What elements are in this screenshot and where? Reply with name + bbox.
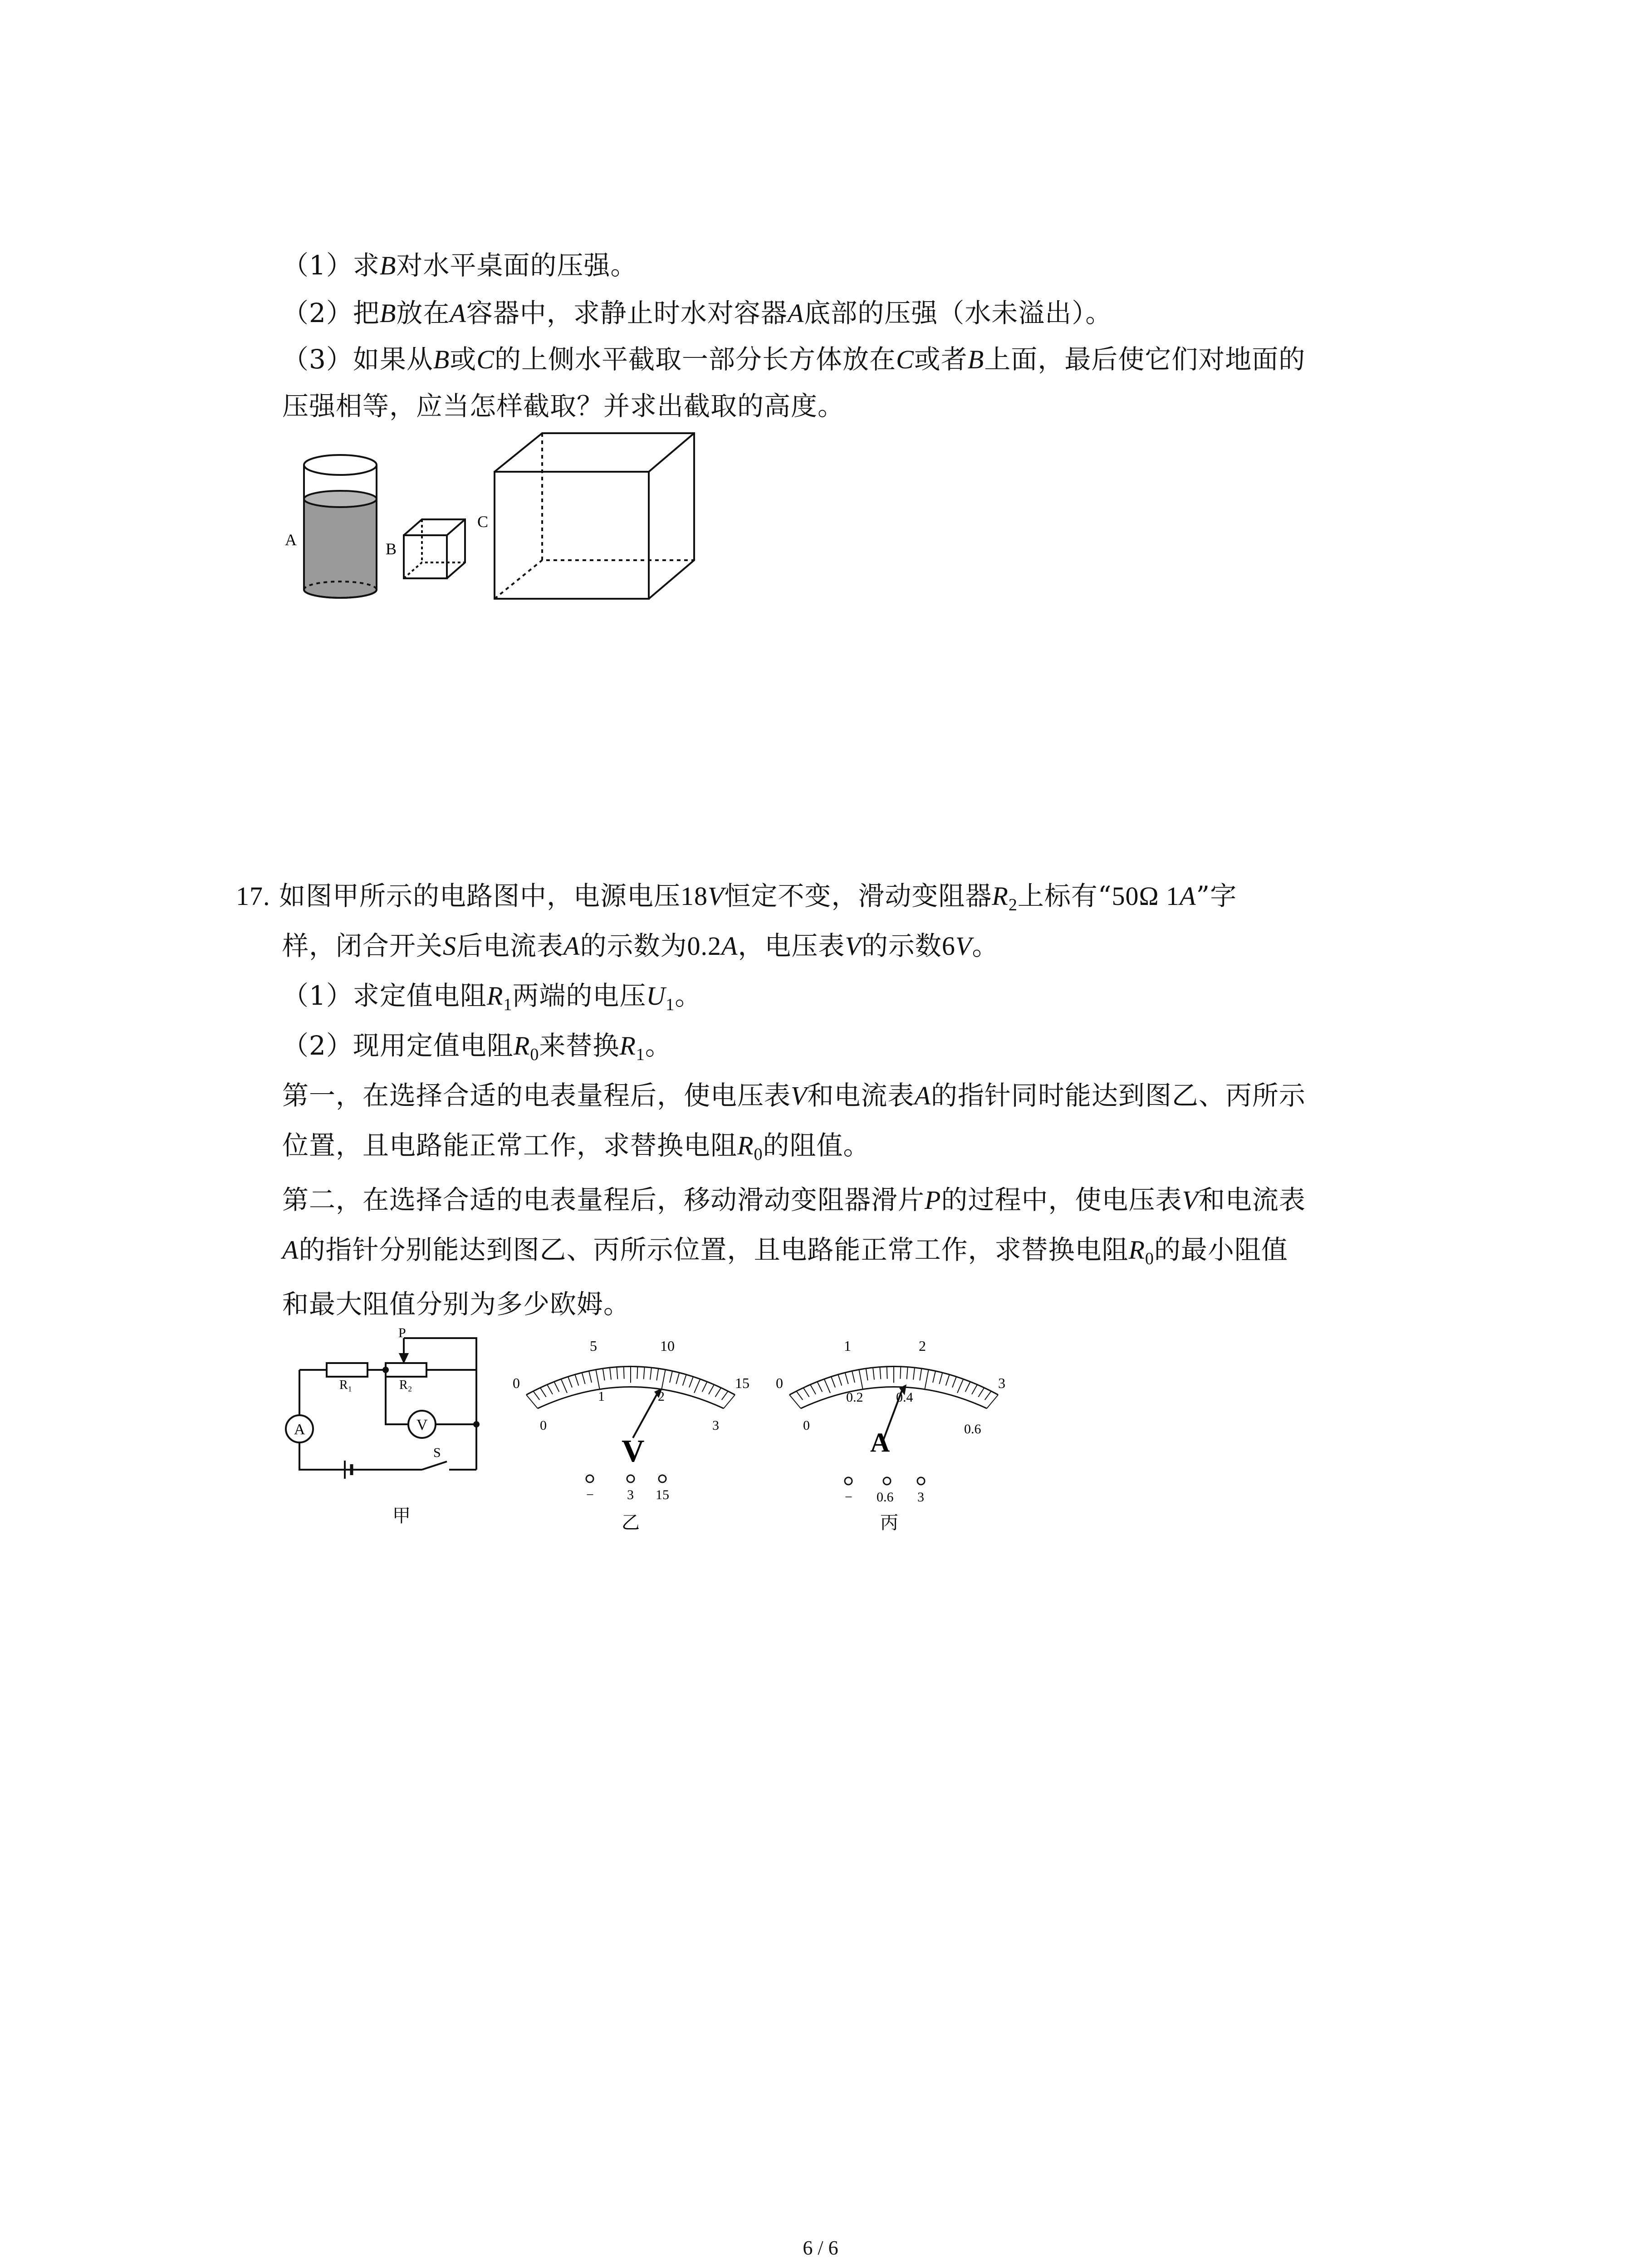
dial-tick bbox=[873, 1368, 874, 1380]
dial-tick bbox=[610, 1368, 611, 1380]
dial-tick bbox=[547, 1385, 553, 1394]
a-top-3: 3 bbox=[998, 1375, 1005, 1391]
q17-line9: 和最大阻值分别为多少欧姆。 bbox=[282, 1289, 631, 1320]
a-term-06: 0.6 bbox=[877, 1490, 894, 1505]
dial-tick bbox=[582, 1373, 585, 1384]
label-r1: R₁ bbox=[339, 1378, 353, 1392]
a-unit: A bbox=[870, 1427, 890, 1457]
q17-line2: 样，闭合开关S后电流表A的示数为0.2A，电压表V的示数6V。 bbox=[282, 930, 999, 961]
label-p: P bbox=[398, 1325, 406, 1340]
a-term-neg: − bbox=[845, 1490, 852, 1505]
dial-tick bbox=[789, 1395, 801, 1408]
v-top-10: 10 bbox=[660, 1338, 675, 1354]
v-term-15: 15 bbox=[656, 1487, 669, 1502]
a-inner-02: 0.2 bbox=[846, 1390, 863, 1405]
label-c: C bbox=[477, 513, 489, 531]
dial-tick bbox=[925, 1369, 928, 1389]
dial-tick bbox=[907, 1367, 908, 1379]
dial-tick bbox=[533, 1391, 539, 1400]
a-inner-06: 0.6 bbox=[964, 1422, 981, 1437]
dial-tick bbox=[946, 1374, 950, 1385]
caption-yi: 乙 bbox=[622, 1512, 640, 1533]
dial-tick bbox=[603, 1369, 605, 1380]
dial-tick bbox=[900, 1367, 901, 1379]
dial-tick bbox=[656, 1369, 658, 1380]
label-b: B bbox=[386, 540, 397, 558]
v-top-0: 0 bbox=[513, 1375, 520, 1391]
dial-tick bbox=[978, 1388, 984, 1397]
dial-tick bbox=[540, 1388, 546, 1397]
dial-tick bbox=[683, 1374, 686, 1385]
q16-part2: （2）把B放在A容器中，求静止时水对容器A底部的压强（水未溢出）。 bbox=[282, 298, 1112, 328]
circuit-diagram bbox=[272, 1325, 499, 1526]
dial-tick bbox=[702, 1382, 707, 1392]
q16-figure bbox=[272, 426, 681, 608]
v-inner-1: 1 bbox=[598, 1389, 605, 1404]
dial-tick bbox=[796, 1391, 803, 1400]
v-term-3: 3 bbox=[627, 1487, 634, 1502]
q16-part3: （3）如果从B或C的上侧水平截取一部分长方体放在C或者B上面，最后使它们对地面的 bbox=[282, 344, 1306, 375]
dial-tick bbox=[933, 1371, 936, 1383]
dial-tick bbox=[661, 1369, 665, 1389]
caption-jia: 甲 bbox=[392, 1505, 411, 1526]
dial-tick bbox=[838, 1374, 842, 1385]
q17-line8: A的指针分别能达到图乙、丙所示位置，且电路能正常工作，求替换电阻$R_0$的最小阻值 bbox=[282, 1234, 1288, 1268]
dial-tick bbox=[845, 1373, 848, 1384]
dial-tick bbox=[880, 1367, 881, 1379]
page-number: 6 / 6 bbox=[803, 2237, 838, 2259]
v-unit: V bbox=[622, 1434, 645, 1469]
q16-part3-cont: 压强相等，应当怎样截取？并求出截取的高度。 bbox=[282, 391, 845, 421]
dial-tick bbox=[575, 1374, 578, 1385]
dial-tick bbox=[568, 1377, 572, 1388]
dial-tick bbox=[957, 1379, 963, 1393]
dial-tick bbox=[526, 1395, 538, 1408]
dial-tick bbox=[987, 1395, 998, 1408]
a-term-3: 3 bbox=[917, 1490, 924, 1505]
dial-tick bbox=[722, 1391, 728, 1400]
dial-tick bbox=[852, 1371, 855, 1383]
voltmeter-dial bbox=[508, 1338, 762, 1533]
dial-tick bbox=[803, 1388, 809, 1397]
v-inner-2: 2 bbox=[658, 1389, 665, 1404]
v-top-5: 5 bbox=[590, 1338, 597, 1354]
ammeter-dial bbox=[771, 1338, 1025, 1533]
label-s: S bbox=[433, 1445, 441, 1460]
dial-tick bbox=[561, 1379, 567, 1393]
dial-tick bbox=[952, 1377, 956, 1388]
dial-tick bbox=[676, 1373, 679, 1384]
a-inner-04: 0.4 bbox=[896, 1390, 913, 1405]
dial-tick bbox=[715, 1388, 721, 1397]
a-top-0: 0 bbox=[776, 1375, 783, 1391]
dial-tick bbox=[972, 1385, 977, 1394]
dial-tick bbox=[689, 1377, 693, 1388]
dial-tick bbox=[554, 1382, 559, 1392]
label-a: A bbox=[285, 531, 297, 549]
dial-tick bbox=[644, 1367, 645, 1379]
dial-tick bbox=[920, 1369, 921, 1380]
a-top-2: 2 bbox=[919, 1338, 926, 1354]
q17-line5: 第一，在选择合适的电表量程后，使电压表V和电流表A的指针同时能达到图乙、丙所示 bbox=[282, 1080, 1306, 1111]
dial-tick bbox=[724, 1395, 735, 1408]
q17-line3: （1）求定值电阻$R_1$两端的电压$U_1$。 bbox=[282, 980, 702, 1014]
dial-tick bbox=[589, 1371, 592, 1383]
label-r2: R₂ bbox=[399, 1378, 412, 1392]
dial-tick bbox=[709, 1385, 714, 1394]
v-inner-0: 0 bbox=[540, 1418, 547, 1433]
q17-line6: 位置，且电路能正常工作，求替换电阻$R_0$的阻值。 bbox=[282, 1130, 870, 1164]
a-top-1: 1 bbox=[844, 1338, 851, 1354]
q17-line4: （2）现用定值电阻$R_0$来替换$R_1$。 bbox=[282, 1030, 672, 1064]
ammeter-symbol: A bbox=[294, 1421, 305, 1438]
caption-bing: 丙 bbox=[880, 1512, 898, 1533]
dial-tick bbox=[965, 1382, 970, 1392]
dial-tick bbox=[859, 1369, 862, 1389]
dial-tick bbox=[817, 1382, 822, 1392]
dial-tick bbox=[831, 1377, 835, 1388]
voltmeter-symbol: V bbox=[416, 1417, 428, 1433]
q16-part1: （1）求B对水平桌面的压强。 bbox=[282, 250, 637, 281]
a-inner-0: 0 bbox=[803, 1418, 810, 1433]
dial-tick bbox=[810, 1385, 816, 1394]
dial-tick bbox=[939, 1373, 942, 1384]
v-top-15: 15 bbox=[735, 1375, 749, 1391]
dial-tick bbox=[650, 1368, 652, 1380]
dial-tick bbox=[670, 1371, 672, 1383]
v-inner-3: 3 bbox=[712, 1418, 719, 1433]
v-term-neg: − bbox=[586, 1487, 594, 1502]
dial-tick bbox=[913, 1368, 915, 1380]
q17-line7: 第二，在选择合适的电表量程后，移动滑动变阻器滑片P的过程中，使电压表V和电流表 bbox=[282, 1184, 1306, 1215]
dial-tick bbox=[694, 1379, 700, 1393]
dial-tick bbox=[596, 1369, 599, 1389]
dial-tick bbox=[866, 1369, 868, 1380]
q17-line1: 17. 如图甲所示的电路图中，电源电压18V恒定不变，滑动变阻器$R_2$上标有“50Ω 1A”字 bbox=[236, 880, 1237, 914]
dial-tick bbox=[824, 1379, 830, 1393]
dial-tick bbox=[985, 1391, 991, 1400]
